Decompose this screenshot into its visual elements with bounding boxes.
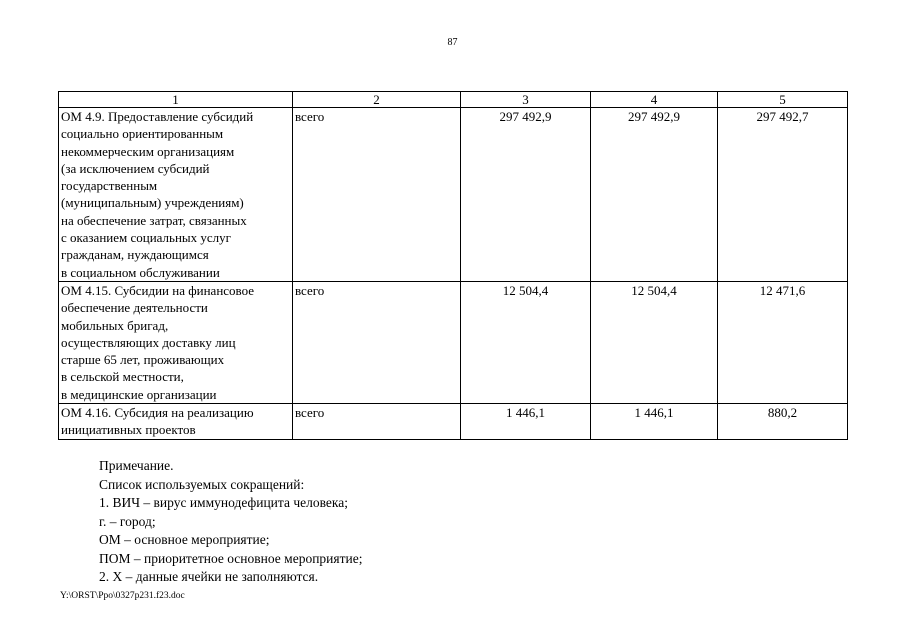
measure-name-cell (59, 108, 293, 282)
notes-block (99, 457, 362, 587)
measure-name-cell (59, 281, 293, 403)
funding-type-cell: всего (293, 108, 461, 282)
measure-name-line: в медицинские организации (61, 386, 217, 402)
value-col5-cell: 297 492,7 (718, 108, 848, 282)
measure-name-line: социально ориентированным (61, 126, 224, 142)
header-cell: 1 (59, 92, 293, 108)
note-line: 1. ВИЧ – вирус иммунодефицита человека; (99, 495, 348, 510)
measure-name-line: (муниципальным) учреждениям) (61, 195, 244, 211)
measure-name-line: государственным (61, 178, 158, 194)
header-cell: 4 (591, 92, 718, 108)
note-heading: Примечание. (99, 458, 174, 473)
measure-name-line: в сельской местности, (61, 369, 184, 385)
note-line: Список используемых сокращений: (99, 476, 305, 492)
value-col3-cell: 297 492,9 (461, 108, 591, 282)
page-number: 87 (447, 37, 458, 48)
measure-name-line: инициативных проектов (61, 422, 196, 438)
measure-name-line: осуществляющих доставку лиц (61, 334, 236, 350)
value-col4-cell: 1 446,1 (591, 404, 718, 440)
value-col5-cell: 12 471,6 (718, 281, 848, 403)
measure-name-line: мобильных бригад, (61, 317, 169, 333)
table-row (59, 108, 848, 282)
measure-name-line: в социальном обслуживании (61, 264, 220, 280)
measure-name-line: на обеспечение затрат, связанных (61, 212, 247, 228)
table-row (59, 404, 848, 440)
header-cell: 2 (293, 92, 461, 108)
measure-name-line: обеспечение деятельности (61, 300, 208, 316)
funding-type-cell: всего (293, 281, 461, 403)
value-col5-cell: 880,2 (718, 404, 848, 440)
table-row (59, 281, 848, 403)
measure-name-line: ОМ 4.15. Субсидии на финансовое (61, 282, 255, 298)
header-cell: 3 (461, 92, 591, 108)
measure-name-line: некоммерческим организациям (61, 143, 235, 159)
value-col4-cell: 297 492,9 (591, 108, 718, 282)
measure-name-line: ОМ 4.16. Субсидия на реализацию (61, 405, 254, 421)
measure-name-line: ОМ 4.9. Предоставление субсидий (61, 109, 254, 124)
note-line: 2. Х – данные ячейки не заполняются. (99, 569, 319, 584)
data-table (58, 91, 848, 440)
measure-name-line: старше 65 лет, проживающих (61, 352, 225, 368)
measure-name-cell (59, 404, 293, 440)
table-header-row (59, 92, 848, 108)
note-line: г. – город; (99, 513, 156, 529)
funding-type-cell: всего (293, 404, 461, 440)
file-path-footer: Y:\ORST\Ppo\0327p231.f23.doc (60, 591, 185, 601)
value-col4-cell: 12 504,4 (591, 281, 718, 403)
measure-name-line: (за исключением субсидий (61, 160, 210, 176)
value-col3-cell: 1 446,1 (461, 404, 591, 440)
value-col3-cell: 12 504,4 (461, 281, 591, 403)
note-line: ПОМ – приоритетное основное мероприятие; (99, 550, 363, 566)
note-line: ОМ – основное мероприятие; (99, 532, 270, 547)
measure-name-line: гражданам, нуждающимся (61, 247, 209, 263)
header-cell: 5 (718, 92, 848, 108)
measure-name-line: с оказанием социальных услуг (61, 230, 231, 246)
